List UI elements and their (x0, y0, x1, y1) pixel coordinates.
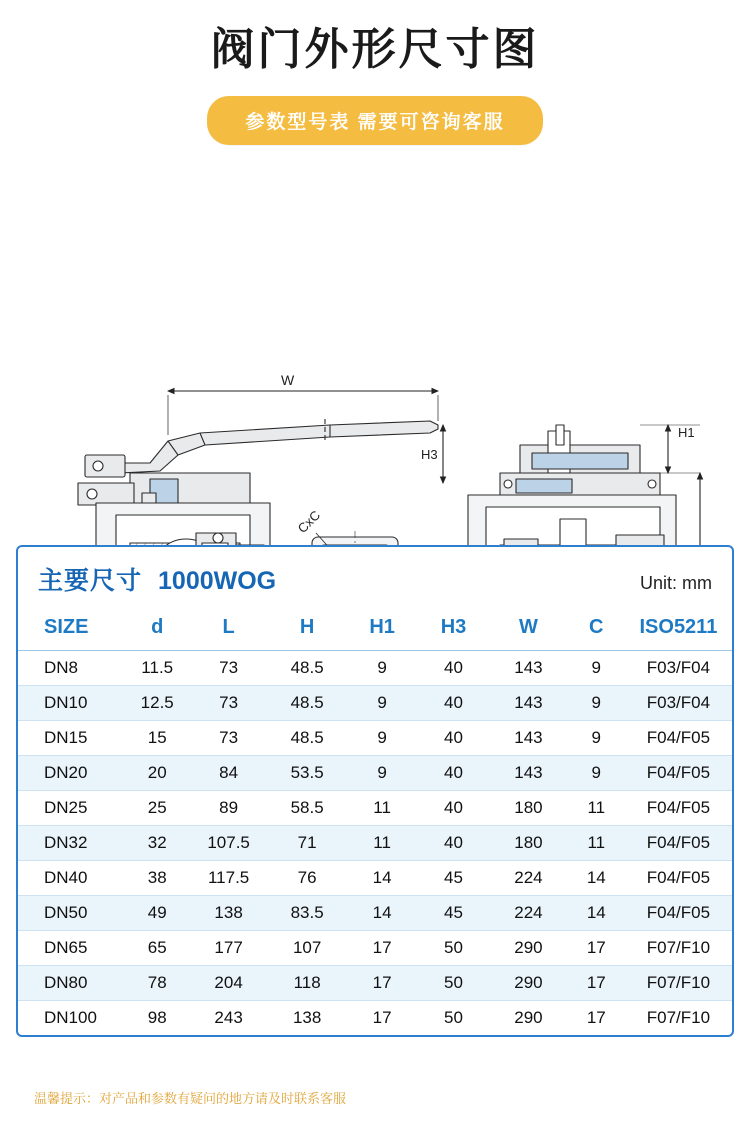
cell-h3: 40 (418, 791, 489, 826)
cell-h3: 50 (444, 1008, 463, 1027)
cell-d: 20 (125, 756, 189, 791)
cell-l: 107.5 (189, 826, 268, 861)
cell-size: DN80 (18, 966, 125, 1001)
cell-l: 204 (189, 966, 268, 1001)
cell-h1: 11 (346, 791, 417, 826)
cell-h: 76 (268, 861, 347, 896)
table-header-row (18, 607, 732, 651)
cell-c: 17 (568, 966, 625, 1001)
table-main-title: 主要尺寸 (38, 567, 143, 595)
col-header-iso5211: ISO5211 (625, 607, 732, 651)
cell-h: 83.5 (268, 896, 347, 931)
cell-l: 73 (189, 721, 268, 756)
cell-l: 138 (189, 896, 268, 931)
cell-h3: 50 (418, 966, 489, 1001)
cell-w: 180 (489, 826, 568, 861)
cell-d: 78 (125, 966, 189, 1001)
table-row (18, 966, 732, 1001)
cell-d: 65 (125, 931, 189, 966)
cell-w: 143 (489, 686, 568, 721)
cell-c: 17 (568, 931, 625, 966)
table-row (18, 1001, 732, 1036)
cell-h: 53.5 (268, 756, 347, 791)
cell-d: 49 (125, 896, 189, 931)
cell-c: 9 (568, 651, 625, 686)
cell-w: 180 (489, 791, 568, 826)
cell-h3: 50 (418, 931, 489, 966)
table-row (18, 861, 732, 896)
cell-iso: F04/F05 (625, 861, 732, 896)
cell-l: 73 (189, 686, 268, 721)
cell-size: DN32 (18, 826, 125, 861)
cell-l: 73 (189, 651, 268, 686)
valve-dimension-drawing (0, 163, 750, 537)
cell-d: 15 (125, 721, 189, 756)
cell-size: DN50 (18, 896, 125, 931)
cell-h: 138 (292, 1008, 322, 1027)
cell-iso: F04/F05 (625, 826, 732, 861)
cell-h: 58.5 (268, 791, 347, 826)
cell-h1: 9 (346, 651, 417, 686)
table-row (18, 791, 732, 826)
cell-c: 14 (568, 896, 625, 931)
bottom-spacer (0, 1130, 750, 1136)
svg-text:H1: H1 (678, 425, 695, 441)
footnote-text: 对产品和参数有疑问的地方请及时联系客服 (99, 1091, 347, 1106)
table-row (18, 756, 732, 791)
col-header-w: W (489, 607, 568, 651)
table-row (18, 686, 732, 721)
table-unit-label: Unit: mm (640, 573, 712, 593)
table-pressure-rating: 1000WOG (158, 567, 277, 595)
cell-w: 143 (489, 651, 568, 686)
dimensions-table (18, 607, 732, 1035)
svg-text:H3: H3 (421, 447, 438, 463)
cell-d: 11.5 (125, 651, 189, 686)
cell-h: 118 (268, 966, 347, 1001)
cell-h: 48.5 (268, 651, 347, 686)
table-row (18, 931, 732, 966)
cell-w: 143 (489, 721, 568, 756)
footnote (34, 1088, 346, 1107)
cell-size: DN10 (18, 686, 125, 721)
cell-h3: 45 (418, 861, 489, 896)
cell-size: DN65 (18, 931, 125, 966)
cell-iso: F04/F05 (625, 896, 732, 931)
cell-h1: 14 (346, 861, 417, 896)
cell-c: 11 (568, 826, 625, 861)
svg-text:W: W (281, 372, 295, 389)
cell-d: 12.5 (125, 686, 189, 721)
table-row (18, 651, 732, 686)
cell-iso: F03/F04 (625, 686, 732, 721)
cell-h1: 11 (346, 826, 417, 861)
col-header-h: H (268, 607, 347, 651)
cell-size: DN15 (18, 721, 125, 756)
cell-h3: 40 (418, 721, 489, 756)
cell-size: DN20 (18, 756, 125, 791)
col-header-h3: H3 (418, 607, 489, 651)
footnote-tip-label: 温馨提示： (34, 1091, 100, 1106)
table-row (18, 896, 732, 931)
col-header-h1: H1 (346, 607, 417, 651)
cell-d: 38 (125, 861, 189, 896)
cell-h1: 9 (346, 721, 417, 756)
cell-l: 243 (214, 1008, 243, 1027)
cell-h1: 17 (346, 966, 417, 1001)
subtitle-badge: 参数型号表 需要可咨询客服 (207, 96, 542, 145)
cell-iso: F03/F04 (625, 651, 732, 686)
cell-h3: 45 (418, 896, 489, 931)
cell-h3: 40 (418, 756, 489, 791)
table-row (18, 826, 732, 861)
cell-c: 9 (568, 756, 625, 791)
cell-iso: F07/F10 (646, 1008, 711, 1027)
cell-w: 290 (514, 1008, 543, 1027)
cell-l: 89 (189, 791, 268, 826)
cell-h1: 9 (346, 756, 417, 791)
cell-w: 143 (489, 756, 568, 791)
cell-d: 98 (147, 1008, 167, 1027)
cell-h: 48.5 (268, 721, 347, 756)
cell-c: 11 (568, 791, 625, 826)
cell-c: 14 (568, 861, 625, 896)
cell-h3: 40 (418, 826, 489, 861)
cell-iso: F07/F10 (625, 931, 732, 966)
dimensions-table-card (16, 545, 734, 1037)
col-header-d: d (125, 607, 189, 651)
cell-h1: 17 (346, 931, 417, 966)
cell-h1: 17 (372, 1008, 392, 1027)
col-header-l: L (189, 607, 268, 651)
cell-l: 84 (189, 756, 268, 791)
cell-c: 9 (568, 721, 625, 756)
cell-h: 71 (268, 826, 347, 861)
cell-c: 17 (586, 1008, 606, 1027)
cell-h3: 40 (418, 686, 489, 721)
page-title: 阀门外形尺寸图 (210, 25, 540, 74)
cell-w: 224 (489, 896, 568, 931)
cell-l: 177 (189, 931, 268, 966)
cell-c: 9 (568, 686, 625, 721)
table-header-bar (18, 547, 732, 607)
badge-container (0, 96, 750, 145)
cell-h: 107 (268, 931, 347, 966)
col-header-size: SIZE (18, 607, 125, 651)
cell-l: 117.5 (189, 861, 268, 896)
cell-iso: F07/F10 (625, 966, 732, 1001)
cell-iso: F04/F05 (625, 721, 732, 756)
cell-h1: 9 (346, 686, 417, 721)
svg-text:CxC: CxC (294, 507, 324, 537)
col-header-c: C (568, 607, 625, 651)
cell-size: DN8 (18, 651, 125, 686)
cell-h3: 40 (418, 651, 489, 686)
cell-w: 290 (489, 931, 568, 966)
cell-size: DN25 (18, 791, 125, 826)
table-row (18, 721, 732, 756)
cell-iso: F04/F05 (625, 756, 732, 791)
cell-iso: F04/F05 (625, 791, 732, 826)
cell-w: 290 (489, 966, 568, 1001)
cell-size: DN40 (18, 861, 125, 896)
cell-h1: 14 (346, 896, 417, 931)
cell-w: 224 (489, 861, 568, 896)
cell-d: 32 (125, 826, 189, 861)
cell-h: 48.5 (268, 686, 347, 721)
cell-d: 25 (125, 791, 189, 826)
cell-size: DN100 (44, 1008, 97, 1027)
